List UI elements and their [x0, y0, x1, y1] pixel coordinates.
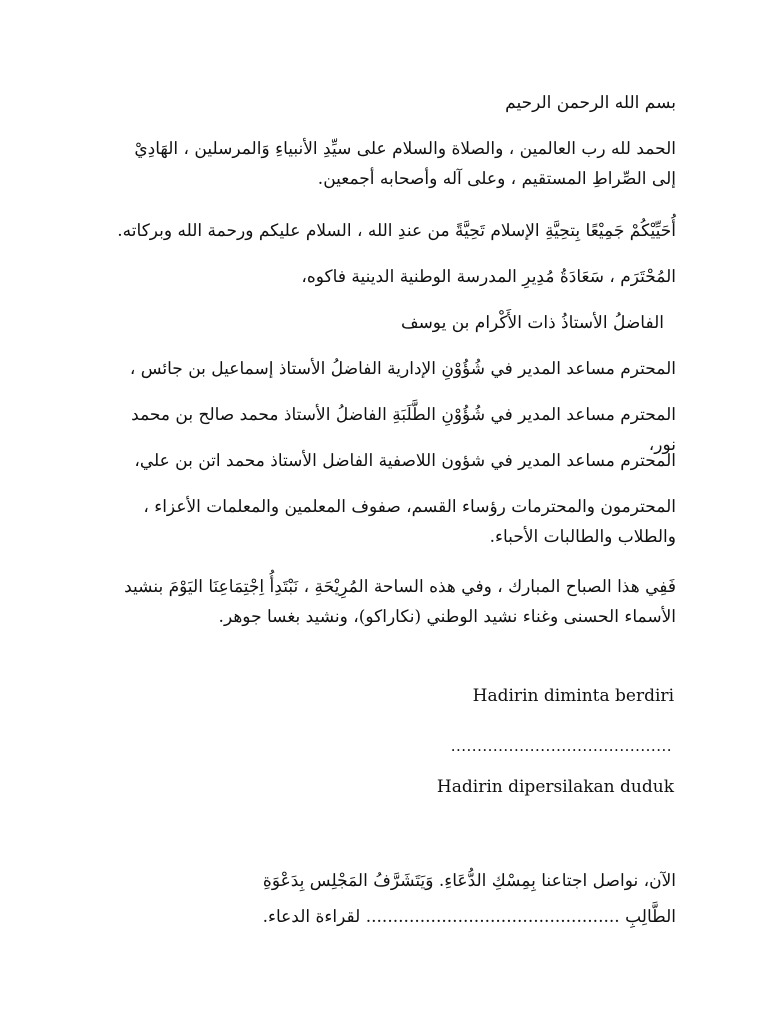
addressee-student-affairs-assistant: المحترم مساعد المدير في شُؤُوْنِ الطَّلَبَةِ الفاضلُ الأستاذ محمد صالح بن محمد نور، — [131, 405, 676, 455]
basmala: بسم الله الرحمن الرحيم — [505, 93, 676, 113]
prayer-invitation-line: الآن، نواصل اجتاعنا بِمِسْكِ الدُّعَاءِ. وَيَتَشَرَّفُ المَجْلِس بِدَعْوَةِ — [262, 871, 676, 891]
addressee-teachers-students: المحترمون والمحترمات رؤساء القسم، صفوف المعلمين والمعلمات الأعزاء ، والطلاب والطالبات الأحباء. — [143, 497, 676, 547]
addressee-admin-assistant: المحترم مساعد المدير في شُؤُوْنِ الإدارية الفاضلُ الأستاذ إسماعيل بن جائس ، — [129, 359, 676, 379]
sit-instruction: Hadirin dipersilakan duduk — [436, 777, 674, 797]
addressee-principal: المُحْتَرَم ، سَعَادَةُ مُدِيرِ المدرسة الوطنية الدينية فاكوه، — [301, 267, 676, 287]
addressee-yusof: الفاضلُ الأستاذُ ذات الأَكْرام بن يوسف — [400, 313, 664, 333]
prayer-invitation-student-line: الطَّالِبِ ............................................... لقراءة الدعاء. — [262, 907, 676, 927]
greeting-line: أُحَيِّيْكُمْ جَمِيْعًا بِتحِيَّةِ الإسلام تَحِيَّةً من عندِ الله ، السلام عليكم ورحمة الله وبركاته. — [117, 221, 676, 241]
opening-paragraph: فَفِي هذا الصباح المبارك ، وفي هذه الساحة المُرِيْحَةِ ، نَبْتَدِأُ اِجْتِمَاعِنَا اليَوْمَ بنشيد الأسماء الحسنى وغناء نشيد الوطني (نكاراكو)، ونشيد بغسا جوهر. — [124, 577, 676, 627]
stand-instruction: Hadirin diminta berdiri — [472, 686, 674, 706]
hamdalah-paragraph: الحمد لله رب العالمين ، والصلاة والسلام على سيِّدِ الأنبياءِ وَالمرسلين ، الهَادِيْ إلى الصِّراطِ المستقيم ، وعلى آله وأصحابه أجمعين. — [134, 139, 676, 189]
dotted-placeholder: .......................................... — [450, 737, 672, 755]
addressee-cocurriculum-assistant: المحترم مساعد المدير في شؤون اللاصفية الفاضل الأستاذ محمد اتن بن علي، — [134, 451, 676, 471]
